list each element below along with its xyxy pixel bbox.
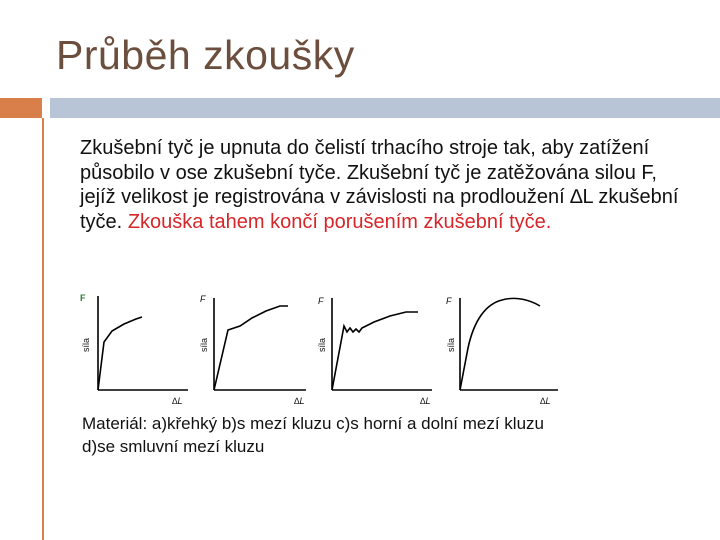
body-text-black: Zkušební tyč je upnuta do čelistí trhacího stroje tak, aby zatížení působilo v ose zkušební tyče. Zkušební tyč je zatěžována silou F, jejíž velikost je registrována v závislosti na prodloužení ∆L zkušební tyče. <box>80 137 679 233</box>
caption-line-2: d)se smluvní mezí kluzu <box>82 437 265 456</box>
accent-line-vertical <box>42 118 44 540</box>
accent-bar-orange <box>0 98 42 118</box>
y-label: síla <box>81 337 91 352</box>
y-symbol: F <box>80 293 86 303</box>
x-label: ∆L <box>172 396 183 406</box>
body-paragraph <box>80 136 690 234</box>
caption-line-1: Materiál: a)křehký b)s mezí kluzu c)s horní a dolní mezí kluzu <box>82 414 544 433</box>
diagram-upper-lower-yield <box>314 286 438 412</box>
y-symbol: F <box>200 294 206 304</box>
y-symbol: F <box>318 296 324 306</box>
x-label: ∆L <box>540 396 551 406</box>
caption <box>82 412 682 458</box>
y-label: síla <box>317 337 327 352</box>
x-label: ∆L <box>294 396 305 406</box>
y-symbol: F <box>446 296 452 306</box>
x-label: ∆L <box>420 396 431 406</box>
y-label: síla <box>446 337 456 352</box>
diagrams-row <box>70 286 570 412</box>
y-label: síla <box>199 337 209 352</box>
accent-bar-blue <box>50 98 720 118</box>
slide-title: Průběh zkoušky <box>56 32 355 78</box>
diagram-offset-yield <box>440 286 564 412</box>
diagram-brittle <box>76 286 194 412</box>
body-text-red: Zkouška tahem končí porušením zkušební tyče. <box>127 210 552 233</box>
diagram-yield-point <box>194 286 312 412</box>
